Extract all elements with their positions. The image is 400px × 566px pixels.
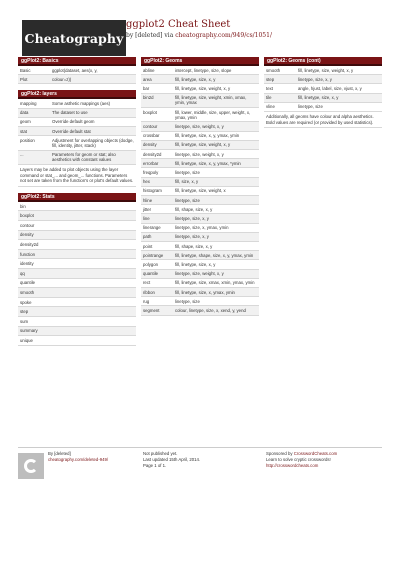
- geoms-row-value: linetype, size, x, y: [173, 214, 259, 223]
- stats-box: [18, 193, 136, 346]
- geoms-row-key: errorbar: [141, 159, 173, 168]
- geoms-cont-row-key: vline: [264, 102, 296, 111]
- basics-box: [18, 57, 136, 84]
- geoms-row-key: path: [141, 232, 173, 241]
- footer-page: Page 1 of 1.: [143, 463, 167, 468]
- geoms-row-value: linetype, size, weight, x, y: [173, 122, 259, 131]
- title-block: [126, 19, 272, 39]
- geoms-row-value: fill, linetype, size, x, y, ymax, ymin: [173, 131, 259, 140]
- geoms-cont-row-key: tile: [264, 93, 296, 102]
- basics-title: ggPlot2: Basics: [18, 57, 136, 66]
- geoms-row-value: fill, linetype, size, weight, x, y: [173, 140, 259, 149]
- geoms-row-key: area: [141, 75, 173, 84]
- layers-note: Layers may be added to plot objects using the layer command or stat_... and geom_... functions. Parameters not set are taken from the function's or plot's default values.: [18, 165, 136, 187]
- stats-item: density2d: [18, 240, 136, 250]
- footer-meta: [143, 451, 263, 469]
- geoms-row-value: linetype, size: [173, 168, 259, 177]
- layers-row-value: Override default geom: [50, 117, 136, 126]
- column-3: [264, 57, 382, 134]
- geoms-row-value: linetype, size, x, y: [173, 232, 259, 241]
- layers-row-key: geom: [18, 117, 50, 126]
- geoms-row-key: pointrange: [141, 251, 173, 260]
- stats-item: spoke: [18, 298, 136, 308]
- geoms-row: [141, 288, 259, 297]
- geoms-row-value: linetype, size, x, ymax, ymin: [173, 223, 259, 232]
- geoms-row: [141, 251, 259, 260]
- basics-row-value: ggplot(dataset, aes(x, y,: [50, 66, 136, 75]
- footer-published: Not published yet.: [143, 451, 178, 456]
- geoms-row: [141, 140, 259, 149]
- footer-author-link[interactable]: cheatography.com/deleted-949/: [48, 457, 109, 462]
- geoms-row: [141, 122, 259, 131]
- layers-row: [18, 117, 136, 126]
- geoms-row: [141, 108, 259, 122]
- geoms-table: [141, 66, 259, 316]
- layers-row-key: stat: [18, 127, 50, 136]
- geoms-row: [141, 260, 259, 269]
- geoms-row-key: linerange: [141, 223, 173, 232]
- geoms-row-key: bar: [141, 84, 173, 93]
- geoms-row: [141, 223, 259, 232]
- geoms-row-value: linetype, size, weight, x, y: [173, 269, 259, 278]
- stats-list: [18, 202, 136, 346]
- subtitle-link[interactable]: cheatography.com/949/cs/1051/: [175, 32, 272, 39]
- header: [14, 14, 386, 50]
- geoms-row: [141, 196, 259, 205]
- layers-title: ggPlot2: layers: [18, 90, 136, 99]
- layers-row-value: Some asthetic mappings (aes): [50, 99, 136, 108]
- geoms-row-value: intercept, linetype, size, slope: [173, 66, 259, 75]
- geoms-row-value: fill, lower, middle, size, upper, weight, x, ymax, ymin: [173, 108, 259, 122]
- sponsor-link[interactable]: http://crosswordcheats.com: [266, 463, 319, 468]
- geoms-row: [141, 205, 259, 214]
- layers-row-value: Override default stat: [50, 127, 136, 136]
- geoms-cont-row-value: angle, hjust, label, size, vjust, x, y: [296, 84, 382, 93]
- stats-title: ggPlot2: Stats: [18, 193, 136, 202]
- geoms-row-key: quantile: [141, 269, 173, 278]
- stats-item: identity: [18, 259, 136, 269]
- geoms-row-value: fill, shape, size, x, y: [173, 242, 259, 251]
- stats-item: step: [18, 307, 136, 317]
- geoms-row: [141, 177, 259, 186]
- geoms-row: [141, 131, 259, 140]
- geoms-row-value: fill, linetype, size, x, ymax, ymin: [173, 288, 259, 297]
- layers-row-value: Parameters for geom or stat; also aesthetics with constant values: [50, 150, 136, 164]
- page-title: ggplot2 Cheat Sheet: [126, 19, 231, 30]
- layers-row-value: The dataset to use: [50, 108, 136, 117]
- sponsor-tagline: Learn to solve cryptic crosswords!: [266, 457, 331, 462]
- geoms-cont-row: [264, 84, 382, 93]
- author-avatar: [18, 453, 44, 479]
- subtitle-prefix: by [deleted] via: [126, 32, 176, 39]
- geoms-cont-row: [264, 75, 382, 84]
- stats-item: contour: [18, 221, 136, 231]
- geoms-row: [141, 66, 259, 75]
- footer-by: By [deleted]: [48, 451, 71, 456]
- footer: [18, 447, 382, 487]
- column-1: [18, 57, 136, 352]
- stats-item: boxplot: [18, 211, 136, 221]
- geoms-cont-row-key: smooth: [264, 66, 296, 75]
- layers-row: [18, 99, 136, 108]
- layers-row: [18, 150, 136, 164]
- geoms-row-key: line: [141, 214, 173, 223]
- geoms-row-key: abline: [141, 66, 173, 75]
- geoms-row: [141, 297, 259, 306]
- geoms-cont-table: [264, 66, 382, 112]
- geoms-row-value: colour, linetype, size, x, xend, y, yend: [173, 306, 259, 315]
- geoms-row-value: fill, linetype, size, weight, x: [173, 186, 259, 195]
- geoms-row-key: contour: [141, 122, 173, 131]
- geoms-title: ggPlot2: Geoms: [141, 57, 259, 66]
- cheatography-logo[interactable]: [22, 20, 126, 56]
- geoms-row-key: density2d: [141, 150, 173, 159]
- geoms-row-value: fill, linetype, size, xmax, xmin, ymax, ymin: [173, 278, 259, 287]
- geoms-cont-row-key: step: [264, 75, 296, 84]
- geoms-row-key: histogram: [141, 186, 173, 195]
- geoms-cont-row: [264, 93, 382, 102]
- logo-text: Cheatography: [24, 30, 124, 46]
- basics-table: [18, 66, 136, 84]
- geoms-cont-row-value: linetype, size: [296, 102, 382, 111]
- geoms-cont-row-value: fill, linetype, size, x, y: [296, 93, 382, 102]
- layers-row: [18, 127, 136, 136]
- geoms-row: [141, 269, 259, 278]
- geoms-row-key: bin2d: [141, 93, 173, 107]
- geoms-row-key: rect: [141, 278, 173, 287]
- geoms-row: [141, 93, 259, 107]
- stats-item: summary: [18, 327, 136, 337]
- geoms-row-value: fill, shape, size, x, y: [173, 205, 259, 214]
- geoms-cont-box: [264, 57, 382, 128]
- layers-row-key: ...: [18, 150, 50, 164]
- geoms-row: [141, 75, 259, 84]
- geoms-cont-title: ggPlot2: Geoms (cont): [264, 57, 382, 66]
- stats-item: sum: [18, 317, 136, 327]
- basics-row-key: Basic: [18, 66, 50, 75]
- sponsor-name[interactable]: CrosswordCheats.com: [293, 451, 338, 456]
- geoms-row-key: point: [141, 242, 173, 251]
- geoms-row-value: fill, linetype, size, weight, x, y: [173, 84, 259, 93]
- geoms-cont-note: Additionally, all geoms have colour and alpha aesthetics. Bold values are required (or provided by used statistics).: [264, 112, 382, 128]
- geoms-row-key: boxplot: [141, 108, 173, 122]
- geoms-row: [141, 214, 259, 223]
- footer-sponsor: [266, 451, 382, 469]
- stats-item: density: [18, 231, 136, 241]
- geoms-row-value: fill, linetype, size, x, y: [173, 260, 259, 269]
- geoms-row-key: segment: [141, 306, 173, 315]
- geoms-row-key: hex: [141, 177, 173, 186]
- geoms-row: [141, 168, 259, 177]
- geoms-row: [141, 159, 259, 168]
- geoms-row: [141, 278, 259, 287]
- avatar-c-icon: [24, 459, 38, 473]
- stats-item: quantile: [18, 279, 136, 289]
- stats-item: qq: [18, 269, 136, 279]
- layers-row-key: mapping: [18, 99, 50, 108]
- stats-item: unique: [18, 336, 136, 346]
- geoms-cont-row-key: text: [264, 84, 296, 93]
- basics-row: [18, 75, 136, 84]
- geoms-row-key: density: [141, 140, 173, 149]
- geoms-row: [141, 150, 259, 159]
- geoms-box: [141, 57, 259, 316]
- basics-row: [18, 66, 136, 75]
- geoms-row-value: fill, linetype, size, x, y, ymax, *ymin: [173, 159, 259, 168]
- geoms-row-value: linetype, size: [173, 297, 259, 306]
- geoms-row: [141, 232, 259, 241]
- basics-row-value: colour=z)): [50, 75, 136, 84]
- geoms-row-value: fill, linetype, size, x, y: [173, 75, 259, 84]
- stats-item: bin: [18, 202, 136, 212]
- geoms-row-key: freqpoly: [141, 168, 173, 177]
- page-subtitle: [126, 32, 272, 39]
- layers-row-value: Adjustment for overlapping objects (dodge, fill, identity, jitter, stack): [50, 136, 136, 150]
- geoms-cont-row-value: fill, linetype, size, weight, x, y: [296, 66, 382, 75]
- geoms-row-key: polygon: [141, 260, 173, 269]
- sponsor-prefix: Sponsored by: [266, 451, 294, 456]
- geoms-row-key: hline: [141, 196, 173, 205]
- column-2: [141, 57, 259, 322]
- layers-row: [18, 136, 136, 150]
- stats-item: smooth: [18, 288, 136, 298]
- geoms-row-value: fill, size, x, y: [173, 177, 259, 186]
- geoms-row-key: rug: [141, 297, 173, 306]
- geoms-row-key: ribbon: [141, 288, 173, 297]
- geoms-row-value: fill, linetype, size, weight, xmin, xmax, ymin, ymax: [173, 93, 259, 107]
- footer-updated: Last updated 15th April, 2014.: [143, 457, 201, 462]
- layers-box: [18, 90, 136, 186]
- layers-row: [18, 108, 136, 117]
- geoms-cont-row: [264, 102, 382, 111]
- geoms-row-key: crossbar: [141, 131, 173, 140]
- geoms-row: [141, 186, 259, 195]
- footer-author: [48, 451, 138, 463]
- geoms-row: [141, 242, 259, 251]
- geoms-row-value: linetype, size: [173, 196, 259, 205]
- basics-row-key: Plot: [18, 75, 50, 84]
- geoms-row-value: fill, linetype, shape, size, x, y, ymax, ymin: [173, 251, 259, 260]
- layers-row-key: position: [18, 136, 50, 150]
- geoms-cont-row-value: linetype, size, x, y: [296, 75, 382, 84]
- layers-table: [18, 99, 136, 165]
- geoms-row-value: linetype, size, weight, x, y: [173, 150, 259, 159]
- geoms-row: [141, 84, 259, 93]
- stats-item: function: [18, 250, 136, 260]
- layers-row-key: data: [18, 108, 50, 117]
- geoms-cont-row: [264, 66, 382, 75]
- geoms-row: [141, 306, 259, 315]
- geoms-row-key: jitter: [141, 205, 173, 214]
